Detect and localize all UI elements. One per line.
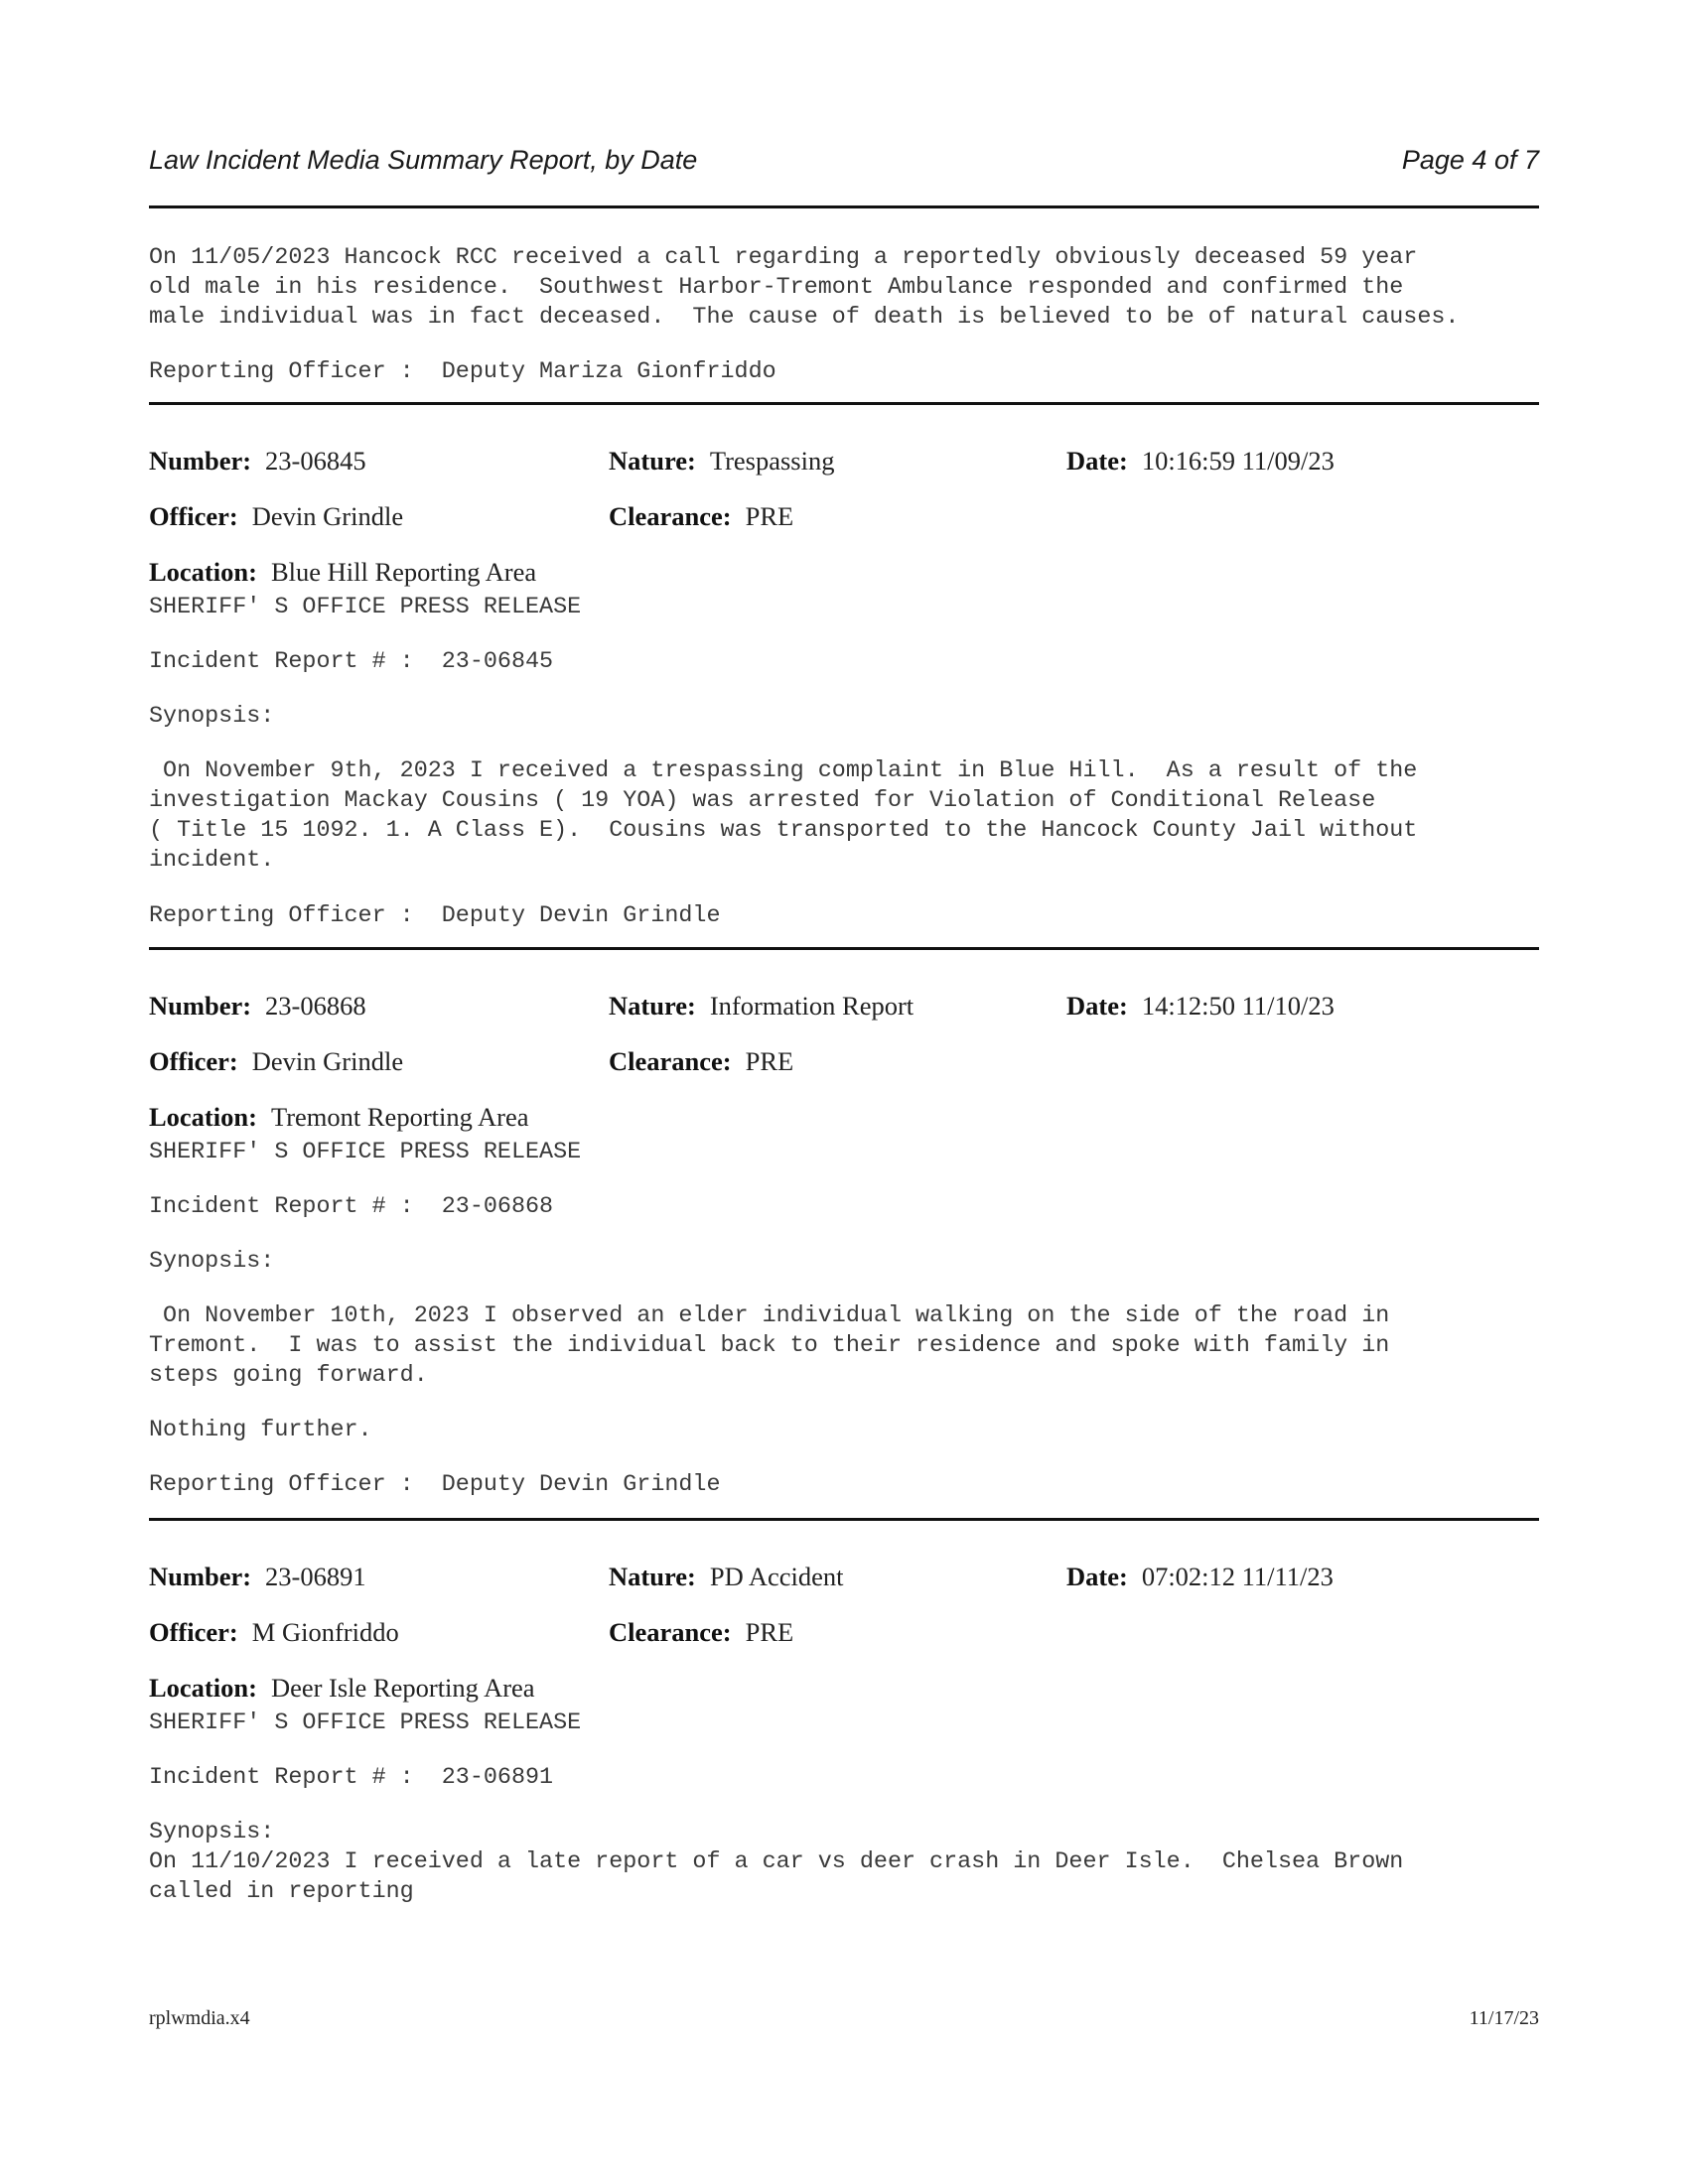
narrative-line: Tremont. I was to assist the individual back to their residence and spoke with family in	[149, 1333, 1390, 1359]
incident-location: Location: Blue Hill Reporting Area	[149, 557, 537, 587]
report-title: Law Incident Media Summary Report, by Date	[149, 145, 698, 175]
header-divider	[149, 205, 1539, 208]
incident-report-number: Incident Report # : 23-06868	[149, 1194, 554, 1220]
synopsis-label: Synopsis:	[149, 1820, 275, 1845]
incident-report-number: Incident Report # : 23-06845	[149, 649, 554, 675]
incident-date: Date: 07:02:12 11/11/23	[1066, 1562, 1334, 1591]
incident-nature: Nature: PD Accident	[609, 1562, 844, 1591]
nothing-further-note: Nothing further.	[149, 1418, 372, 1443]
narrative-line: On 11/05/2023 Hancock RCC received a call regarding a reportedly obviously deceased 59 year	[149, 245, 1418, 271]
entry-divider	[149, 402, 1539, 405]
synopsis-label: Synopsis:	[149, 704, 275, 730]
incident-clearance: Clearance: PRE	[609, 1617, 794, 1647]
incident-number: Number: 23-06868	[149, 991, 366, 1021]
page-number: Page 4 of 7	[1401, 145, 1539, 175]
incident-report-number: Incident Report # : 23-06891	[149, 1765, 554, 1791]
narrative-line: On November 10th, 2023 I observed an elder individual walking on the side of the road in	[149, 1303, 1390, 1329]
incident-officer: Officer: M Gionfriddo	[149, 1617, 399, 1647]
narrative-line: On 11/10/2023 I received a late report of a car vs deer crash in Deer Isle. Chelsea Brown	[149, 1849, 1404, 1875]
narrative-line: called in reporting	[149, 1879, 414, 1905]
incident-clearance: Clearance: PRE	[609, 501, 794, 531]
incident-nature: Nature: Information Report	[609, 991, 914, 1021]
narrative-line: On November 9th, 2023 I received a trespassing complaint in Blue Hill. As a result of the	[149, 758, 1418, 784]
narrative-line: old male in his residence. Southwest Harbor-Tremont Ambulance responded and confirmed the	[149, 275, 1404, 301]
press-release-label: SHERIFF' S OFFICE PRESS RELEASE	[149, 595, 582, 620]
entry-divider	[149, 1518, 1539, 1521]
narrative-line: ( Title 15 1092. 1. A Class E). Cousins was transported to the Hancock County Jail without	[149, 818, 1418, 844]
footer-program-id: rplwmdia.x4	[149, 2007, 250, 2029]
incident-officer: Officer: Devin Grindle	[149, 501, 404, 531]
incident-officer: Officer: Devin Grindle	[149, 1046, 404, 1076]
synopsis-label: Synopsis:	[149, 1249, 275, 1275]
synopsis-text	[149, 756, 1417, 876]
narrative-line: incident.	[149, 848, 275, 874]
press-release-label: SHERIFF' S OFFICE PRESS RELEASE	[149, 1140, 582, 1165]
synopsis-text	[149, 1847, 1403, 1907]
page-header	[149, 145, 1539, 185]
incident-date: Date: 10:16:59 11/09/23	[1066, 446, 1335, 476]
intro-narrative	[149, 243, 1459, 333]
press-release-label: SHERIFF' S OFFICE PRESS RELEASE	[149, 1710, 582, 1736]
narrative-line: steps going forward.	[149, 1363, 428, 1389]
narrative-line: investigation Mackay Cousins ( 19 YOA) was arrested for Violation of Conditional Release	[149, 788, 1376, 814]
report-page	[149, 0, 1539, 2184]
footer-print-date: 11/17/23	[1469, 2007, 1539, 2029]
reporting-officer: Reporting Officer : Deputy Devin Grindle	[149, 903, 721, 929]
incident-clearance: Clearance: PRE	[609, 1046, 794, 1076]
incident-number: Number: 23-06845	[149, 446, 366, 476]
reporting-officer: Reporting Officer : Deputy Devin Grindle	[149, 1472, 721, 1498]
incident-nature: Nature: Trespassing	[609, 446, 835, 476]
reporting-officer: Reporting Officer : Deputy Mariza Gionfriddo	[149, 359, 776, 385]
incident-date: Date: 14:12:50 11/10/23	[1066, 991, 1335, 1021]
synopsis-text	[149, 1301, 1389, 1391]
incident-number: Number: 23-06891	[149, 1562, 366, 1591]
entry-divider	[149, 947, 1539, 950]
incident-location: Location: Tremont Reporting Area	[149, 1102, 529, 1132]
incident-location: Location: Deer Isle Reporting Area	[149, 1673, 535, 1703]
narrative-line: male individual was in fact deceased. The cause of death is believed to be of natural causes.	[149, 305, 1460, 331]
